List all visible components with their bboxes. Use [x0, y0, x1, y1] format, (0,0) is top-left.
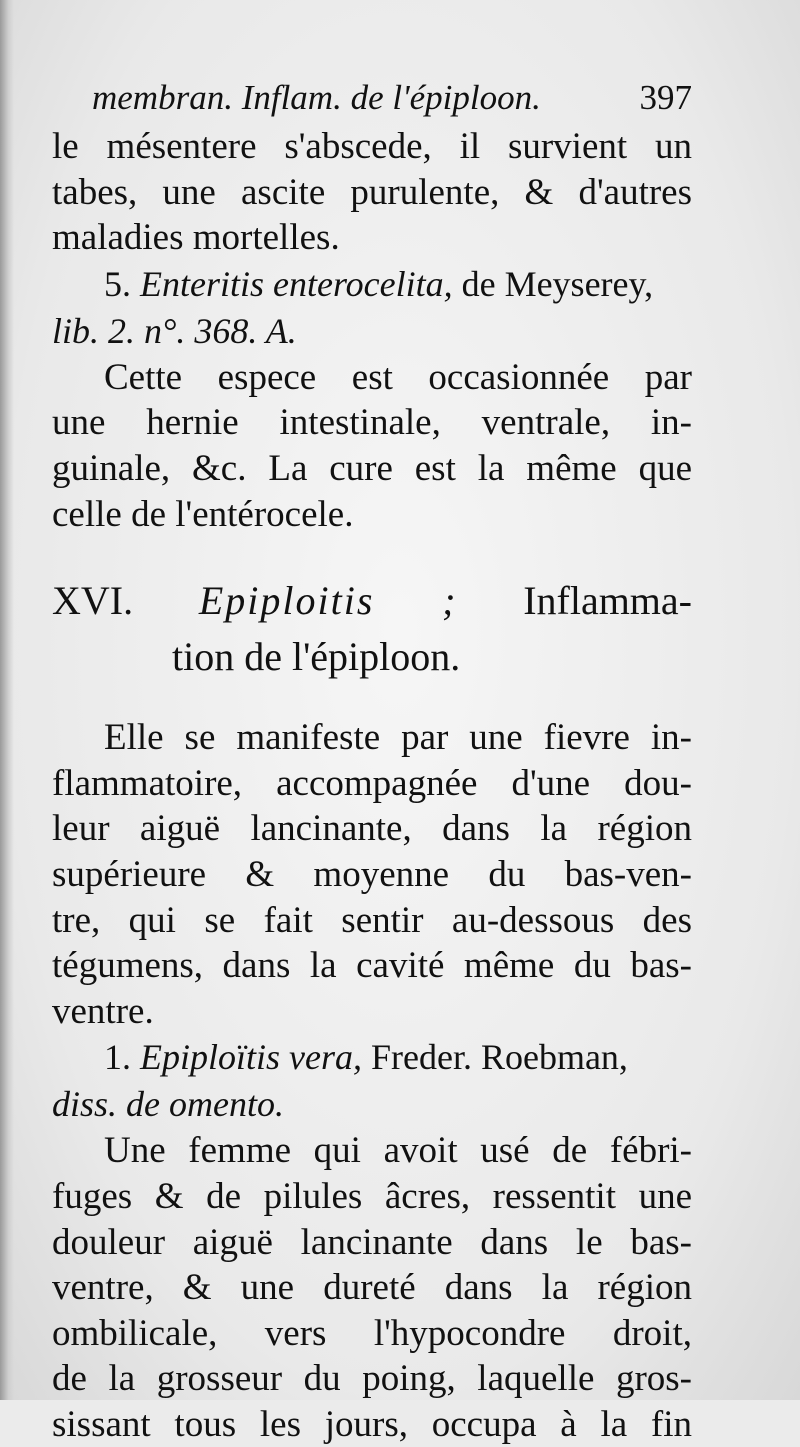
section-latin-name: Epiploitis ; [198, 578, 458, 624]
paragraph-1 [52, 124, 692, 261]
paragraph-3 [52, 715, 692, 1034]
text-line: fuges & de pilules âcres, ressentit une [52, 1175, 692, 1217]
species-5-line [52, 261, 692, 308]
text-line: ombilicale, vers l'hypocondre droit, [52, 1312, 692, 1354]
section-numeral: XVI. [52, 578, 134, 624]
text-line: de la grosseur du poing, laquelle gros- [52, 1358, 692, 1400]
text-line: tabes, une ascite purulente, & d'autres [52, 171, 692, 213]
page-gutter-shadow [0, 0, 14, 1400]
species-5-reference: lib. 2. n°. 368. A. [52, 310, 297, 351]
running-header [52, 72, 692, 124]
running-title: membran. Inflam. de l'épiploon. [92, 78, 541, 117]
section-title-line-1 [52, 573, 692, 629]
page-number: 397 [639, 78, 692, 117]
text-line: sissant tous les jours, occupa à la fin [52, 1403, 692, 1445]
text-line: leur aiguë lancinante, dans la région [52, 808, 692, 850]
text-line: le mésentere s'abscede, il survient un [52, 126, 692, 167]
species-1-reference: diss. de omento. [52, 1084, 284, 1125]
section-title-rest: Inflamma- [523, 578, 692, 624]
species-number: 5. [104, 263, 131, 304]
paragraph-2 [52, 355, 692, 537]
text-line: tégumens, dans la cavité même du bas- [52, 945, 692, 987]
text-line: Elle se manifeste par une fievre in- [104, 717, 692, 759]
text-line: supérieure & moyenne du bas-ven- [52, 853, 692, 895]
text-line: une hernie intestinale, ventrale, in- [52, 402, 692, 444]
species-author: Freder. Roebman, [370, 1037, 628, 1078]
text-line: ventre. [52, 990, 154, 1032]
text-line: ventre, & une dureté dans la région [52, 1267, 692, 1309]
text-line: tre, qui se fait sentir au-dessous des [52, 899, 692, 941]
species-author: de Meyserey, [461, 263, 654, 304]
text-line: Cette espece est occasionnée par [104, 356, 692, 398]
text-line: maladies mortelles. [52, 217, 340, 259]
paragraph-4 [52, 1128, 692, 1447]
text-line: celle de l'entérocele. [52, 493, 354, 535]
species-name: Epiploïtis vera, [140, 1037, 362, 1078]
section-heading [52, 573, 692, 685]
species-number: 1. [104, 1037, 131, 1078]
text-line: flammatoire, accompagnée d'une dou- [52, 762, 692, 804]
text-line: Une femme qui avoit usé de fébri- [104, 1130, 692, 1172]
species-1-line [52, 1034, 692, 1081]
text-line: guinale, &c. La cure est la même que [52, 447, 692, 489]
text-line: douleur aiguë lancinante dans le bas- [52, 1221, 692, 1263]
text-block [52, 72, 692, 1447]
section-title-line-2: tion de l'épiploon. [172, 634, 461, 680]
species-name: Enteritis enterocelita, [140, 263, 453, 304]
